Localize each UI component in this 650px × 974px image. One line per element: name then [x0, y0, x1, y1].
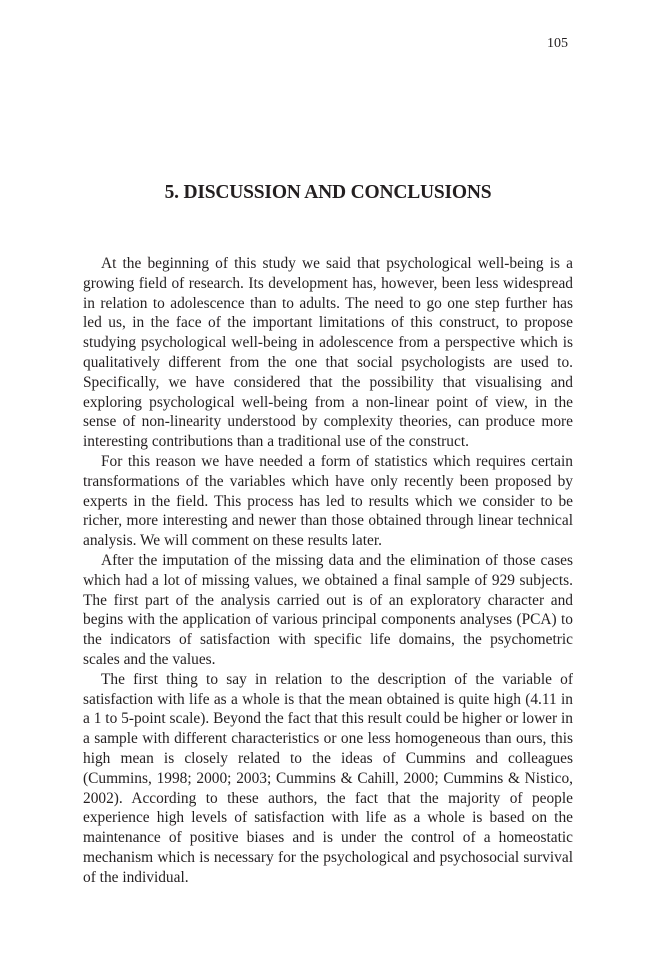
paragraph-2: For this reason we have needed a form of statistics which requires certain transformations of the variables which have only recently been proposed by experts in the field. This process has led to results which we consider to be richer, more interesting and newer than those obtained through linear technical analysis. We will comment on these results later.: [83, 452, 573, 550]
paragraph-3: After the imputation of the missing data and the elimination of those cases which had a lot of missing values, we obtained a final sample of 929 subjects. The first part of the analysis carried out is of an exploratory character and begins with the application of various principal components analyses (PCA) to the indicators of satisfaction with specific life domains, the psychometric scales and the values.: [83, 551, 573, 668]
section-heading: 5. DISCUSSION AND CONCLUSIONS: [164, 182, 492, 203]
page-number: 105: [547, 36, 568, 51]
body-text: [83, 254, 573, 888]
paragraph-4: The first thing to say in relation to the description of the variable of satisfaction with life as a whole is that the mean obtained is quite high (4.11 in a 1 to 5-point scale). Beyond the fact that this result could be higher or lower in a sample with different characteristics or one less homogeneous than ours, this high mean is closely related to the ideas of Cummins and colleagues (Cummins, 1998; 2000; 2003; Cummins & Cahill, 2000; Cummins & Nistico, 2002). According to these authors, the fact that the majority of people experience high levels of satisfaction with life as a whole is based on the maintenance of positive biases and is under the control of a homeostatic mechanism which is necessary for the psychological and psychosocial survival of the individual.: [83, 670, 573, 886]
paragraph-1: At the beginning of this study we said that psychological well-being is a growing field of research. Its development has, however, been less widespread in relation to adolescence than to adults. The need to go one step further has led us, in the face of the important limitations of this construct, to propose studying psychological well-being in adolescence from a perspective which is qualitatively different from the one that social psychologists are used to. Specifically, we have considered that the possibility that visualising and exploring psychological well-being from a non-linear point of view, in the sense of non-linearity understood by complexity theories, can produce more interesting contributions than a traditional use of the construct.: [83, 255, 573, 451]
